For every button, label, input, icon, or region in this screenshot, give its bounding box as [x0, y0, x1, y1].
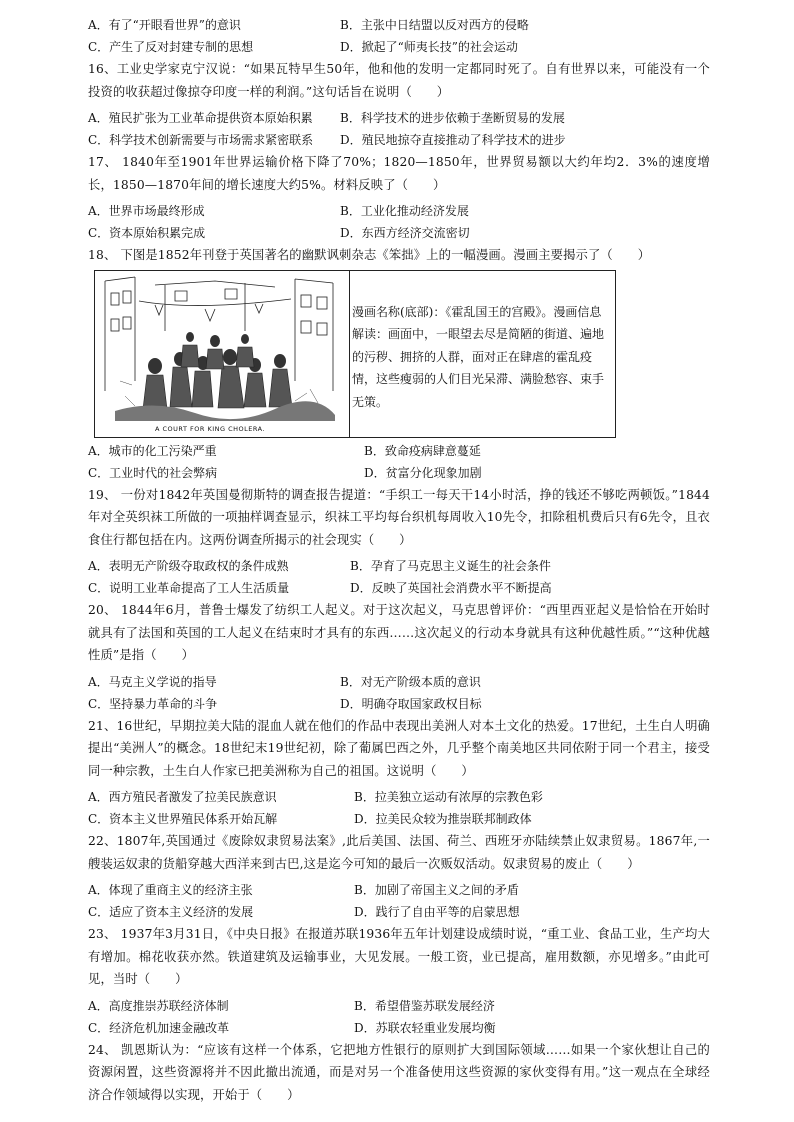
option-d: D．苏联农轻重业发展均衡 — [354, 1020, 496, 1035]
option-b: B．科学技术的进步依赖于垄断贸易的发展 — [340, 111, 565, 125]
option-row — [88, 995, 710, 1017]
option-c: C．产生了反对封建专制的思想 — [88, 40, 254, 54]
option-d: D．践行了自由平等的启蒙思想 — [354, 905, 520, 919]
option-row — [88, 786, 710, 808]
option-d: D．贫富分化现象加剧 — [364, 465, 482, 480]
option-c: C．经济危机加速金融改革 — [88, 1020, 230, 1035]
option-row — [88, 577, 710, 599]
option-c: C．说明工业革命提高了工人生活质量 — [88, 581, 290, 595]
option-c: C．科学技术创新需要与市场需求紧密联系 — [88, 133, 314, 147]
option-row — [88, 200, 710, 222]
cartoon-figure-table — [94, 270, 616, 438]
q15-options — [88, 14, 710, 58]
option-row — [88, 693, 710, 715]
option-row — [88, 222, 710, 244]
option-a: A．体现了重商主义的经济主张 — [88, 883, 253, 897]
option-a: A．殖民扩张为工业革命提供资本原始积累 — [88, 111, 313, 125]
option-row — [88, 671, 710, 693]
option-c: C．资本原始积累完成 — [88, 226, 206, 240]
option-row — [88, 879, 710, 901]
question-18-stem: 18、 下图是1852年刊登于英国著名的幽默讽刺杂志《笨拙》上的一幅漫画。漫画主要揭示了（ ） — [88, 248, 651, 262]
option-d: D．殖民地掠夺直接推动了科学技术的进步 — [340, 133, 566, 147]
q18-options — [88, 440, 710, 484]
option-a: A．西方殖民者激发了拉美民族意识 — [88, 790, 277, 804]
option-c: C．工业时代的社会弊病 — [88, 465, 218, 480]
option-row — [88, 555, 710, 577]
q17-options — [88, 200, 710, 244]
option-a: A．有了“开眼看世界”的意识 — [88, 18, 241, 32]
option-row — [88, 462, 710, 484]
q23-options — [88, 995, 710, 1039]
question-21-stem: 21、16世纪，早期拉美大陆的混血人就在他们的作品中表现出美洲人对本土文化的热爱。17世纪，土生白人明确提出“美洲人”的概念。18世纪末19世纪初，除了葡属巴西之外，几乎整个南美地区共同依附于同一个君主，接受同一种宗教，土生白人作家已把美洲称为自己的祖国。这说明（ ） — [88, 718, 710, 778]
option-a: A．城市的化工污染严重 — [88, 443, 217, 458]
option-b: B．孕育了马克思主义诞生的社会条件 — [350, 559, 551, 573]
q20-options — [88, 671, 710, 715]
option-row — [88, 14, 710, 36]
option-b: B．致命疫病肆意蔓延 — [364, 443, 481, 458]
option-row — [88, 440, 710, 462]
question-16-stem: 16、工业史学家克宁汉说：“如果瓦特早生50年，他和他的发明一定都同时死了。自有世界以来，可能没有一个投资的收获超过像掠夺印度一样的利润。”这句话旨在说明（ ） — [88, 62, 710, 99]
question-22-stem: 22、1807年,英国通过《废除奴隶贸易法案》,此后美国、法国、荷兰、西班牙亦陆续禁止奴隶贸易。1867年,一艘装运奴隶的货船穿越大西洋来到古巴,这是迄今可知的最后一次贩奴活动。奴隶贸易的废止（ ） — [88, 834, 710, 871]
option-row — [88, 36, 710, 58]
option-b: B．对无产阶级本质的意识 — [340, 674, 481, 689]
option-row — [88, 1017, 710, 1039]
option-row — [88, 901, 710, 923]
cartoon-image — [95, 271, 350, 437]
question-20-stem: 20、 1844年6月，普鲁士爆发了纺织工人起义。对于这次起义，马克思曾评价：“西里西亚起义是恰恰在开始时就具有了法国和英国的工人起义在结束时才具有的东西……这次起义的行动本身就具有这种优越性质。”“这种优越性质”是指（ ） — [88, 603, 710, 662]
option-a: A．马克主义学说的指导 — [88, 674, 217, 689]
question-17-stem: 17、 1840年至1901年世界运输价格下降了70%；1820—1850年，世界贸易额以大约年均2．3%的速度增长，1850—1870年间的增长速度大约5%。材料反映了（ ） — [88, 155, 710, 192]
option-row — [88, 107, 710, 129]
option-a: A．世界市场最终形成 — [88, 204, 205, 218]
option-a: A．高度推崇苏联经济体制 — [88, 998, 229, 1013]
option-d: D．掀起了“师夷长技”的社会运动 — [340, 40, 518, 54]
q16-options — [88, 107, 710, 151]
option-b: B．工业化推动经济发展 — [340, 204, 469, 218]
option-d: D．东西方经济交流密切 — [340, 226, 470, 240]
q21-options — [88, 786, 710, 830]
option-d: D．反映了英国社会消费水平不断提高 — [350, 581, 552, 595]
exam-page — [88, 14, 710, 1106]
option-c: C．适应了资本主义经济的发展 — [88, 905, 254, 919]
cholera-cartoon-illustration — [95, 271, 349, 437]
option-b: B．主张中日结盟以反对西方的侵略 — [340, 18, 529, 32]
option-d: D．明确夺取国家政权目标 — [340, 696, 482, 711]
question-24-stem: 24、 凯恩斯认为：“应该有这样一个体系，它把地方性银行的原则扩大到国际领域……如果一个家伙想让自己的资源闲置，这些资源将并不因此撤出流通，而是对另一个准备使用这些资源的家伙变得有用。”这一观点在全球经济合作领域得以实现，开始于（ ） — [88, 1042, 710, 1102]
option-row — [88, 129, 710, 151]
option-c: C．坚持暴力革命的斗争 — [88, 696, 218, 711]
option-b: B．拉美独立运动有浓厚的宗教色彩 — [354, 790, 543, 804]
option-a: A．表明无产阶级夺取政权的条件成熟 — [88, 559, 289, 573]
q19-options — [88, 555, 710, 599]
cartoon-caption: A COURT FOR KING CHOLERA. — [155, 424, 266, 433]
q22-options — [88, 879, 710, 923]
question-23-stem: 23、 1937年3月31日，《中央日报》在报道苏联1936年五年计划建设成绩时说，“重工业、食品工业，生产均大有增加。棉花收获亦然。铁道建筑及运输事业，大见发展。一般工资，业已提高，雇用数额，亦见增多。”由此可见，当时（ ） — [88, 927, 710, 986]
option-d: D．拉美民众较为推崇联邦制政体 — [354, 812, 532, 826]
option-b: B．加剧了帝国主义之间的矛盾 — [354, 883, 519, 897]
option-c: C．资本主义世界殖民体系开始瓦解 — [88, 812, 278, 826]
option-row — [88, 808, 710, 830]
question-19-stem: 19、 一份对1842年英国曼彻斯特的调查报告提道：“手织工一每天干14小时活，挣的钱还不够吃两顿饭。”1844年对全英织袜工所做的一项抽样调查显示，织袜工平均每台织机每周收入10先令，扣除租机费后只有6先令，且衣食住行都包括在内。这两份调查所揭示的社会现实（ ） — [88, 487, 710, 547]
cartoon-description: 漫画名称(底部)：《霍乱国王的宫殿》。漫画信息解读：画面中，一眼望去尽是简陋的街道、遍地的污秽、拥挤的人群，面对正在肆虐的霍乱疫情，这些瘦弱的人们目光呆滞、满脸愁容、束手无策。 — [352, 304, 605, 409]
option-b: B．希望借鉴苏联发展经济 — [354, 998, 495, 1013]
